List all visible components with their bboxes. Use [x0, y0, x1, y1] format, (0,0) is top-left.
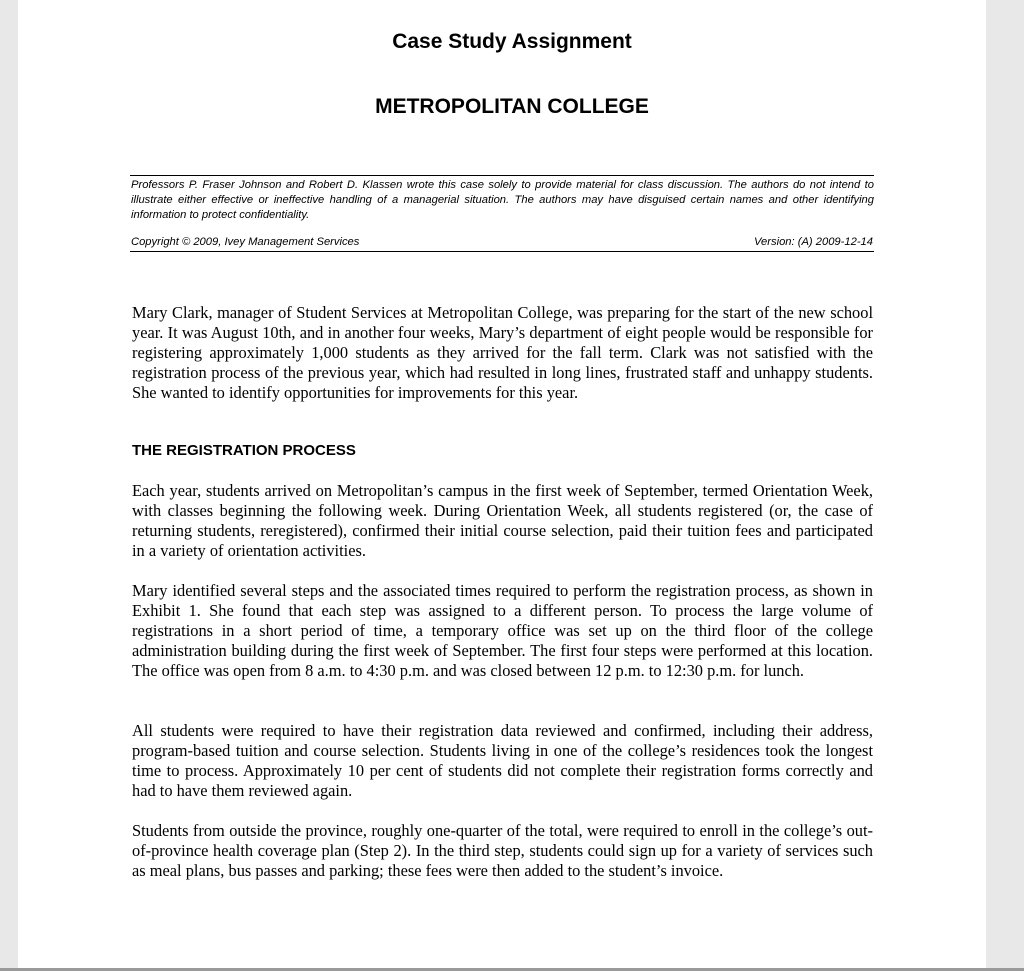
orientation-week-paragraph: Each year, students arrived on Metropolitan’s campus in the first week of September, termed Orientation Week, with classes beginning the following week. During Orientation Week, all students registered (or, the case of returning students, reregistered), confirmed their initial course selection, paid their tuition fees and participated in a variety of orientation activities.	[132, 481, 873, 560]
intro-paragraph: Mary Clark, manager of Student Services at Metropolitan College, was preparing for the start of the new school year. It was August 10th, and in another four weeks, Mary’s department of eight people would be responsible for registering approximately 1,000 students as they arrived for the fall term. Clark was not satisfied with the registration process of the previous year, which had resulted in long lines, frustrated staff and unhappy students. She wanted to identify opportunities for improvements for this year.	[132, 303, 873, 402]
data-review-paragraph: All students were required to have their registration data reviewed and confirmed, including their address, program-based tuition and course selection. Students living in one of the college’s residences took the longest time to process. Approximately 10 per cent of students did not complete their registration forms correctly and had to have them reviewed again.	[132, 721, 873, 800]
disclaimer-text: Professors P. Fraser Johnson and Robert D. Klassen wrote this case solely to provide material for class discussion. The authors do not intend to illustrate either effective or ineffective handling of a managerial situation. The authors may have disguised certain names and other identifying information to protect confidentiality.	[131, 179, 874, 221]
copyright-row	[130, 235, 874, 252]
college-name-heading: METROPOLITAN COLLEGE	[375, 95, 649, 118]
document-title: Case Study Assignment	[392, 30, 632, 53]
registration-steps-paragraph: Mary identified several steps and the associated times required to perform the registration process, as shown in Exhibit 1. She found that each step was assigned to a different person. To process the large volume of registrations in a short period of time, a temporary office was set up on the third floor of the college administration building during the first week of September. The first four steps were performed at this location. The office was open from 8 a.m. to 4:30 p.m. and was closed between 12 p.m. to 12:30 p.m. for lunch.	[132, 581, 873, 680]
section-heading-registration-process: THE REGISTRATION PROCESS	[132, 442, 356, 459]
health-coverage-paragraph: Students from outside the province, roughly one-quarter of the total, were required to enroll in the college’s out-of-province health coverage plan (Step 2). In the third step, students could sign up for a variety of services such as meal plans, bus passes and parking; these fees were then added to the student’s invoice.	[132, 821, 873, 880]
version-label: Version: (A) 2009-12-14	[754, 236, 873, 248]
copyright-notice: Copyright © 2009, Ivey Management Services	[131, 236, 360, 248]
disclaimer-box	[130, 175, 874, 252]
